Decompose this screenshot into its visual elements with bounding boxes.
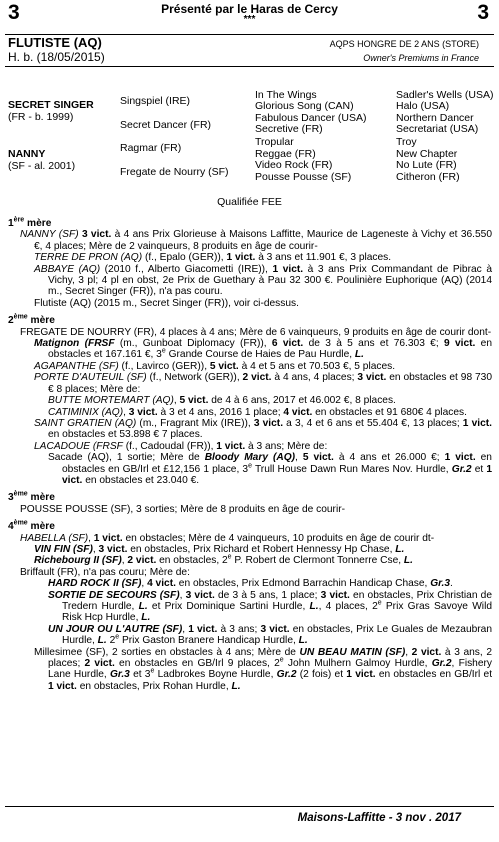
section-2eme-mere: 2ème mère xyxy=(8,313,55,327)
paragraph-pousse-pousse: POUSSE POUSSE (SF), 3 sorties; Mère de 8 produits en âge de courir- xyxy=(20,503,346,515)
dam-info: (SF - al. 2001) xyxy=(8,160,76,172)
pedigree-gen4-7: No Lute (FR) xyxy=(396,159,457,171)
presenter-title-text: Présenté par le Haras de Cercy xyxy=(161,2,338,16)
paragraph-agapanthe: AGAPANTHE (SF) (f., Lavirco (GER)), 5 vict. à 4 et 5 ans et 70.503 €, 5 places. xyxy=(34,360,396,372)
paragraph-vin-fin: VIN FIN (SF), 3 vict. en obstacles, Prix Richard et Robert Hennessy Hp Chase, L. xyxy=(34,543,405,555)
paragraph-flutiste: Flutiste (AQ) (2015 m., Secret Singer (FR)), voir ci-dessus. xyxy=(34,297,299,309)
pedigree-gen3-7: Video Rock (FR) xyxy=(255,159,333,171)
owner-premiums: Owner's Premiums in France xyxy=(363,53,479,63)
presenter-title xyxy=(0,3,499,24)
pedigree-gen2-3: Ragmar (FR) xyxy=(120,142,182,154)
section-1ere-mere: 1ère mère xyxy=(8,216,52,229)
dam-name: NANNY xyxy=(8,148,46,160)
paragraph-nanny: NANNY (SF) 3 vict. à 4 ans Prix Glorieuse à Maisons Laffitte, Maurice de Lageneste à Vichy et 36.550 €, 4 places; Mère de 2 vainqueurs, 8 produits en âge de courir- xyxy=(20,229,492,252)
pedigree-gen4-3: Northern Dancer xyxy=(396,112,474,124)
paragraph-lacadoue: LACADOUE (FRSF (f., Cadoudal (FR)), 1 vict. à 3 ans; Mère de: xyxy=(34,440,328,452)
pedigree-gen4-6: New Chapter xyxy=(396,148,458,160)
horse-name: FLUTISTE (AQ) xyxy=(8,35,102,50)
paragraph-porte-dauteuil: PORTE D'AUTEUIL (SF) (f., Network (GER)), 2 vict. à 4 ans, 4 places; 3 vict. en obstacles et 98 730 € 8 places; Mère de: xyxy=(34,372,492,395)
footer-rule xyxy=(5,806,494,807)
pedigree-gen2-4: Fregate de Nourry (SF) xyxy=(120,166,229,178)
qualification: Qualifiée FEE xyxy=(217,196,282,208)
sire-name: SECRET SINGER xyxy=(8,99,94,111)
horse-info: H. b. (18/05/2015) xyxy=(8,50,105,64)
sub-rule xyxy=(5,66,494,67)
pedigree-gen4-8: Citheron (FR) xyxy=(396,171,460,183)
paragraph-millesimee: Millesimee (SF), 2 sorties en obstacles à 4 ans; Mère de UN BEAU MATIN (SF), 2 vict. à 3 ans, 2 places; 2 vict. en obstacles en GB/Irl 9 places, 2e John Mulhern Galmoy Hurdle, Gr.2, Fishery Lane Hurdle, Gr.3 et 3e Ladbrokes Boyne Hurdle, Gr.2 (2 fois) et 1 vict. en obstacles en GB/Irl et 1 vict. en obstacles, Prix Rohan Hurdle, L. xyxy=(34,646,493,692)
pedigree-gen4-5: Troy xyxy=(396,136,417,148)
paragraph-sacade: Sacade (AQ), 1 sortie; Mère de Bloody Mary (AQ), 5 vict. à 4 ans et 26.000 €; 1 vict. en obstacles en GB/Irl et £12,156 1 place, 3e Trull House Dawn Run Mares Nov. Hurdle, Gr.2 et 1 vict. en obstacles et 23.040 €. xyxy=(48,452,493,486)
pedigree-gen3-4: Secretive (FR) xyxy=(255,123,323,135)
paragraph-sortie-de-secours: SORTIE DE SECOURS (SF), 3 vict. de 3 à 5 ans, 1 place; 3 vict. en obstacles, Prix Christian de Tredern Hurdle, L. et Prix Dominique Sartini Hurdle, L., 4 places, 2e Prix Gras Savoye Wild Risk Hcp Hurdle, L. xyxy=(48,589,492,624)
paragraph-saint-gratien: SAINT GRATIEN (AQ) (m., Fragrant Mix (IRE)), 3 vict. a 3, 4 et 6 ans et 55.404 €, 13 places; 1 vict. en obstacles et 53.898 € 7 places. xyxy=(34,417,492,441)
paragraph-terre-de-pron: TERRE DE PRON (AQ) (f., Epalo (GER)), 1 vict. à 3 ans et 11.901 €, 3 places. xyxy=(34,252,392,264)
lot-number-left: 3 xyxy=(8,1,20,24)
section-3eme-mere: 3ème mère xyxy=(8,490,55,504)
paragraph-matignon: Matignon (FRSF (m., Gunboat Diplomacy (FR)), 6 vict. de 3 à 5 ans et 76.303 €; 9 vict. en obstacles et 167.161 €, 3e Grande Course de Haies de Pau Hurdle, L. xyxy=(34,338,493,361)
paragraph-abbaye: ABBAYE (AQ) (2010 f., Alberto Giacometti (IRE)), 1 vict. à 3 ans Prix Commandant de Pibrac à Vichy, 3 pl; 4 pl en obst, 2e Prix de Guethary à Pau 32 300 €. Poulinière Euphorique (AQ) (2014 m., Secret Singer (FR)), n'a pas couru. xyxy=(34,263,492,298)
pedigree-gen3-5: Tropular xyxy=(255,136,294,148)
catalogue-body xyxy=(8,218,492,692)
pedigree-gen4-1: Sadler's Wells (USA) xyxy=(396,89,494,101)
pedigree-gen2-1: Singspiel (IRE) xyxy=(120,95,191,107)
pedigree-gen3-6: Reggae (FR) xyxy=(255,148,316,160)
paragraph-briffault: Briffault (FR), n'a pas couru; Mère de: xyxy=(20,566,190,578)
paragraph-butte-mortemart: BUTTE MORTEMART (AQ), 5 vict. de 4 à 6 ans, 2017 et 46.002 €, 8 places. xyxy=(48,395,396,407)
stars: *** xyxy=(243,14,256,25)
pedigree-gen4-2: Halo (USA) xyxy=(396,100,450,112)
pedigree-gen3-8: Pousse Pousse (SF) xyxy=(255,171,352,183)
pedigree-gen2-2: Secret Dancer (FR) xyxy=(120,119,212,131)
sire-info: (FR - b. 1999) xyxy=(8,111,74,123)
paragraph-fregate: FREGATE DE NOURRY (FR), 4 places à 4 ans; Mère de 6 vainqueurs, 9 produits en âge de courir dont- xyxy=(20,326,492,338)
footer-venue-date: Maisons-Laffitte - 3 nov . 2017 xyxy=(297,812,461,824)
pedigree-gen3-1: In The Wings xyxy=(255,89,317,101)
pedigree-gen4-4: Secretariat (USA) xyxy=(396,123,479,135)
pedigree-gen3-2: Glorious Song (CAN) xyxy=(255,100,354,112)
paragraph-catiminix: CATIMINIX (AQ), 3 vict. à 3 et 4 ans, 2016 1 place; 4 vict. en obstacles et 91 680€ 4 places. xyxy=(48,406,467,418)
paragraph-un-jour: UN JOUR OU L'AUTRE (SF), 1 vict. à 3 ans; 3 vict. en obstacles, Prix Le Guales de Mezaubran Hurdle, L. 2e Prix Gaston Branere Handicap Hurdle, L. xyxy=(48,623,493,647)
section-4eme-mere: 4ème mère xyxy=(8,519,55,533)
lot-number-right: 3 xyxy=(477,1,489,24)
paragraph-richebourg: Richebourg II (SF), 2 vict. en obstacles, 2e P. Robert de Clermont Tonnerre Cse, L. xyxy=(34,553,413,567)
paragraph-habella: HABELLA (SF), 1 vict. en obstacles; Mère de 4 vainqueurs, 10 produits en âge de courir dt- xyxy=(20,532,435,544)
race-type: AQPS HONGRE DE 2 ANS (STORE) xyxy=(329,39,479,49)
paragraph-hard-rock: HARD ROCK II (SF), 4 vict. en obstacles, Prix Edmond Barrachin Handicap Chase, Gr.3. xyxy=(48,578,453,590)
pedigree-gen3-3: Fabulous Dancer (USA) xyxy=(255,112,367,124)
